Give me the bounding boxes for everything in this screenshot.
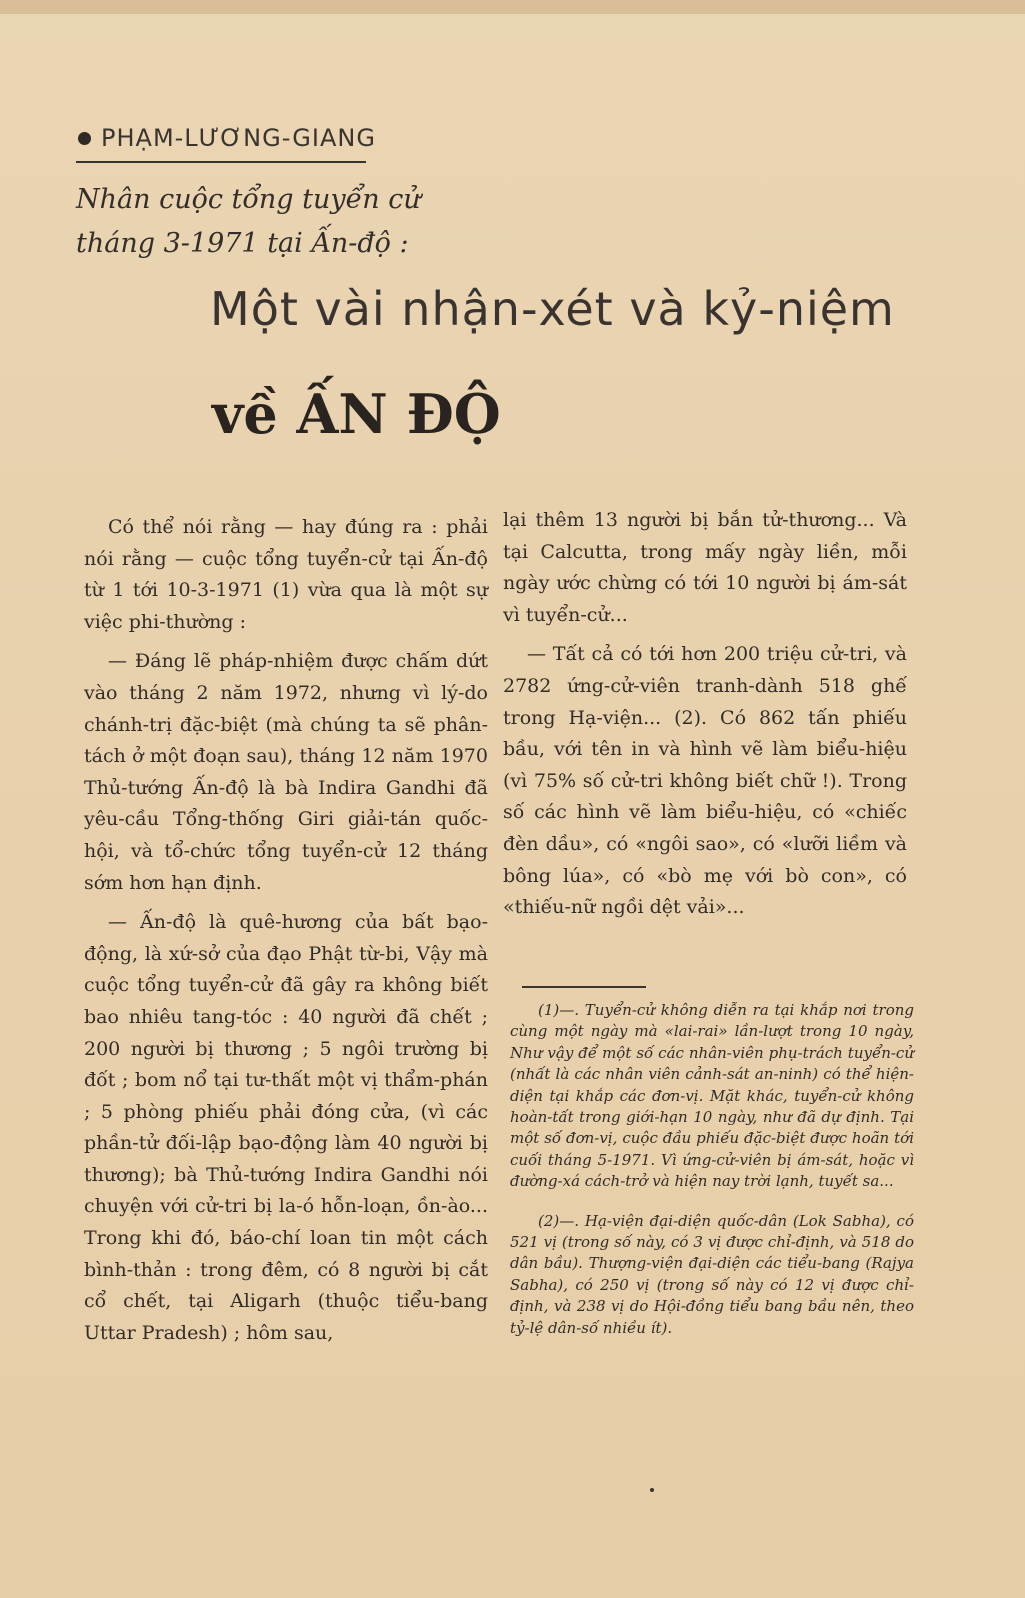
right-column bbox=[503, 505, 907, 932]
author-line bbox=[78, 124, 376, 152]
footnote-1: (1)—. Tuyển-cử không diễn ra tại khắp nơi trong cùng một ngày mà «lai-rai» lần-lượt trong 10 ngày, Như vậy để một số các nhân-viên phụ-trách tuyển-cử (nhất là các nhân viên cảnh-sát an-ninh) có thể hiện-diện tại khắp các đơn-vị. Mặt khác, tuyển-cử không hoàn-tất trong giới-hạn 10 ngày, như đã dự định. Tại một số đơn-vị, cuộc đầu phiếu đặc-biệt được hoãn tới cuối tháng 5-1971. Vì ứng-cử-viên bị ám-sát, hoặc vì đường-xá cách-trở và hiện nay trời lạnh, tuyết sa... bbox=[510, 1001, 914, 1191]
left-column bbox=[84, 512, 488, 1357]
author-divider bbox=[76, 161, 366, 163]
paragraph: lại thêm 13 người bị bắn tử-thương... Và tại Calcutta, trong mấy ngày liền, mỗi ngày ước chừng có tới 10 người bị ám-sát vì tuyển-cử... bbox=[503, 509, 907, 626]
paragraph: — Đáng lẽ pháp-nhiệm được chấm dứt vào tháng 2 năm 1972, nhưng vì lý-do chánh-trị đặc-biệt (mà chúng ta sẽ phân-tách ở một đoạn sau), tháng 12 năm 1970 Thủ-tướng Ấn-độ là bà Indira Gandhi đã yêu-cầu Tổng-thống Giri giải-tán quốc-hội, và tổ-chức tổng tuyển-cử 12 tháng sớm hơn hạn định. bbox=[84, 650, 488, 894]
footnote-divider bbox=[522, 986, 646, 988]
footnote-2: (2)—. Hạ-viện đại-diện quốc-dân (Lok Sabha), có 521 vị (trong số này, có 3 vị được chỉ-định, và 518 do dân bầu). Thượng-viện đại-diện các tiểu-bang (Rajya Sabha), có 250 vị (trong số này có 12 vị được chỉ-định, và 238 vị do Hội-đồng tiểu bang bầu nên, theo tỷ-lệ dân-số nhiều ít). bbox=[510, 1211, 914, 1337]
bullet-icon bbox=[78, 132, 91, 145]
article-kicker: Nhân cuộc tổng tuyển cử tháng 3-1971 tại Ấn-độ : bbox=[76, 184, 421, 259]
page-mark bbox=[650, 1488, 654, 1492]
article-title: Một vài nhận-xét và kỷ-niệm bbox=[210, 282, 895, 336]
page-top-edge bbox=[0, 0, 1025, 14]
paragraph: — Tất cả có tới hơn 200 triệu cử-tri, và 2782 ứng-cử-viên tranh-dành 518 ghế trong Hạ-viện... (2). Có 862 tấn phiếu bầu, với tên in và hình vẽ làm biểu-hiệu (vì 75% số cử-tri không biết chữ !). Trong số các hình vẽ làm biểu-hiệu, có «chiếc đèn dầu», có «ngôi sao», có «lưỡi liềm và bông lúa», có «bò mẹ với bò con», có «thiếu-nữ ngồi dệt vải»... bbox=[503, 643, 907, 919]
paragraph: — Ấn-độ là quê-hương của bất bạo-động, là xứ-sở của đạo Phật từ-bi, Vậy mà cuộc tổng tuyển-cử đã gây ra không biết bao nhiêu tang-tóc : 40 người đã chết ; 200 người bị thương ; 5 ngôi trường bị đốt ; bom nổ tại tư-thất một vị thẩm-phán ; 5 phòng phiếu phải đóng cửa, (vì các phần-tử đối-lập bạo-động làm 40 người bị thương); bà Thủ-tướng Indira Gandhi nói chuyện với cử-tri bị la-ó hỗn-loạn, ồn-ào... Trong khi đó, báo-chí loan tin một cách bình-thản : trong đêm, có 8 người bị cắt cổ chết, tại Aligarh (thuộc tiểu-bang Uttar Pradesh) ; hôm sau, bbox=[84, 911, 488, 1344]
author-name: PHẠM-LƯƠNG-GIANG bbox=[101, 124, 376, 152]
footnotes bbox=[510, 1000, 914, 1357]
paragraph: Có thể nói rằng — hay đúng ra : phải nói rằng — cuộc tổng tuyển-cử tại Ấn-độ từ 1 tới 10-3-1971 (1) vừa qua là một sự việc phi-thường : bbox=[84, 516, 488, 633]
article-title-subject: về ẤN ĐỘ bbox=[212, 382, 501, 446]
